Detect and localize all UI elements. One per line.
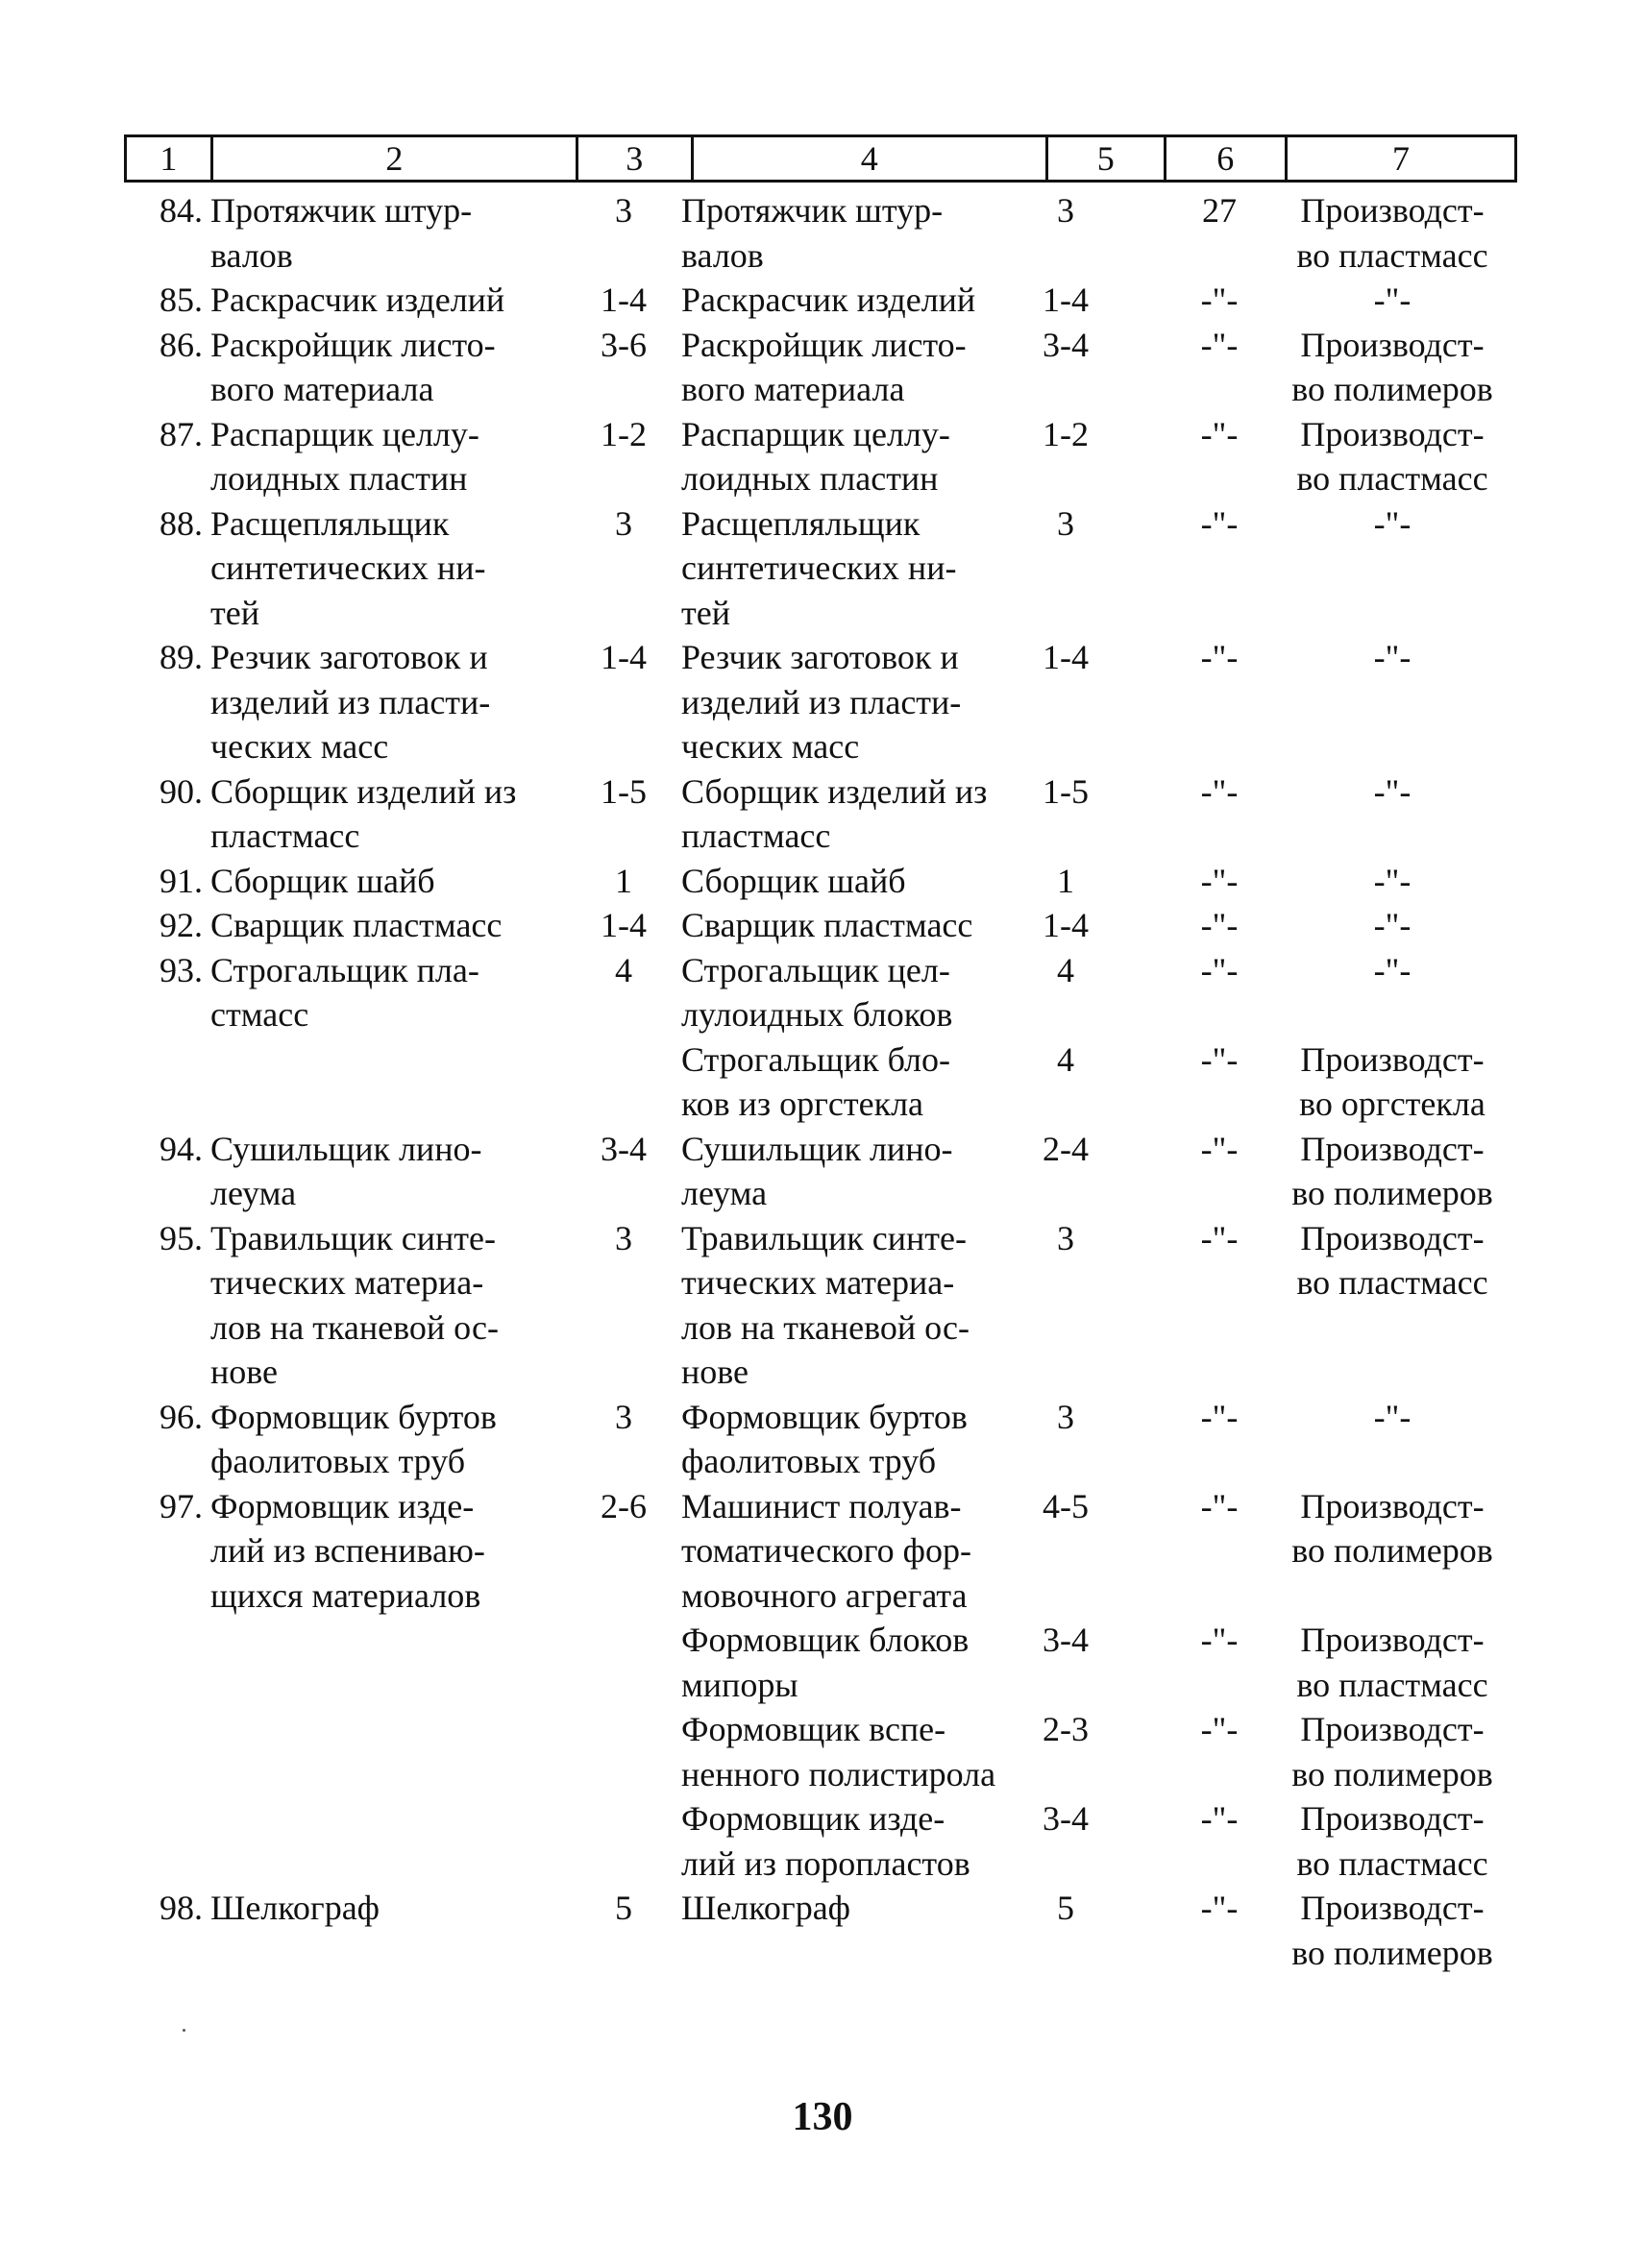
row-number: 90. [160,771,203,811]
table-row [124,1618,1517,1707]
equivalent-profession-name: Формовщик вспе- ненного полистирола [681,1710,996,1793]
header-col-1: 1 [127,137,213,180]
equivalent-profession-name: Строгальщик цел- лулоидных блоков [681,950,953,1034]
production-type: Производст- во полимеров [1291,325,1493,408]
equivalent-grade-range: 4 [1057,1039,1074,1079]
column-6-value: -"- [1200,906,1239,944]
column-6-value: -"- [1200,771,1239,811]
column-6-value: -"- [1200,1129,1239,1168]
table-row [124,323,1517,412]
profession-name: Раскрасчик изделий [210,280,505,319]
row-number: 88. [160,503,203,543]
production-type: Производст- во пластмасс [1296,1621,1488,1704]
equivalent-grade-range: 1-4 [1043,638,1089,676]
column-6-value: -"- [1200,1621,1239,1659]
table-row [124,1707,1517,1796]
equivalent-profession-name: Формовщик блоков мипоры [681,1621,970,1704]
row-number: 93. [160,950,203,989]
profession-name: Протяжчик штур- валов [210,191,473,275]
equivalent-grade-range: 3 [1057,1218,1074,1257]
grade-range: 2-6 [601,1486,647,1525]
row-number: 96. [160,1397,203,1436]
column-6-value: -"- [1200,638,1239,676]
production-type: -"- [1373,1397,1412,1436]
grade-range: 1-2 [601,414,647,453]
row-number: 86. [160,325,203,364]
column-6-value: -"- [1200,1799,1239,1838]
grade-range: 1-4 [601,906,647,944]
equivalent-profession-name: Сборщик шайб [681,861,906,900]
equivalent-grade-range: 3-4 [1043,1799,1089,1838]
table-row [124,859,1517,904]
column-6-value: -"- [1200,950,1239,989]
production-type: -"- [1373,638,1412,676]
production-type: -"- [1373,950,1412,989]
column-6-value: -"- [1200,1710,1239,1748]
column-6-value: -"- [1200,1218,1239,1257]
equivalent-grade-range: 1-2 [1043,414,1089,453]
grade-range: 1-4 [601,280,647,319]
equivalent-profession-name: Машинист полуав- томатического фор- мовочного агрегата [681,1486,971,1615]
production-type: -"- [1373,771,1412,811]
column-6-value: -"- [1200,1397,1239,1436]
equivalent-profession-name: Распарщик целлу- лоидных пластин [681,414,950,498]
production-type: Производст- во полимеров [1291,1889,1493,1972]
production-type: Производст- во оргстекла [1299,1039,1485,1123]
table-row [124,1395,1517,1484]
equivalent-grade-range: 3-4 [1043,325,1089,364]
table-row [124,412,1517,501]
profession-name: Строгальщик пла- стмасс [210,950,479,1034]
equivalent-grade-range: 1 [1057,861,1074,900]
equivalent-grade-range: 4-5 [1043,1486,1089,1525]
profession-name: Распарщик целлу- лоидных пластин [210,414,479,498]
grade-range: 3 [615,1397,632,1436]
row-number: 95. [160,1218,203,1257]
row-number: 87. [160,414,203,453]
production-type: Производст- во полимеров [1291,1710,1493,1793]
header-col-3: 3 [578,137,694,180]
profession-name: Сборщик шайб [210,861,435,900]
profession-name: Сушильщик лино- леума [210,1129,482,1212]
equivalent-grade-range: 1-4 [1043,280,1089,319]
equivalent-profession-name: Раскройщик листо- вого материала [681,325,967,408]
equivalent-profession-name: Сушильщик лино- леума [681,1129,953,1212]
grade-range: 3 [615,191,632,230]
equivalent-profession-name: Строгальщик бло- ков из оргстекла [681,1039,951,1123]
profession-name: Формовщик изде- лий из вспениваю- щихся материалов [210,1486,485,1615]
equivalent-grade-range: 3 [1057,191,1074,230]
production-type: Производст- во пластмасс [1296,414,1488,498]
row-number: 91. [160,861,203,900]
production-type: -"- [1373,906,1412,944]
grade-range: 3 [615,503,632,543]
equivalent-profession-name: Формовщик буртов фаолитовых труб [681,1397,968,1480]
scan-speck [183,2029,185,2032]
row-number: 98. [160,1889,203,1927]
table-row [124,1127,1517,1216]
grade-range: 5 [615,1889,632,1927]
row-number: 94. [160,1129,203,1168]
column-6-value: -"- [1200,1039,1239,1079]
equivalent-profession-name: Формовщик изде- лий из поропластов [681,1799,970,1883]
profession-name: Формовщик буртов фаолитовых труб [210,1397,497,1480]
row-number: 92. [160,906,203,944]
production-type: Производст- во полимеров [1291,1129,1493,1212]
header-col-7: 7 [1392,139,1410,178]
header-col-4: 4 [694,137,1048,180]
column-6-value: -"- [1200,414,1239,453]
production-type: Производст- во полимеров [1291,1486,1493,1570]
column-6-value: 27 [1202,191,1237,230]
header-col-2: 2 [213,137,578,180]
table-row [124,1216,1517,1395]
table-header-row [124,134,1517,183]
equivalent-grade-range: 5 [1057,1889,1074,1927]
equivalent-grade-range: 1-4 [1043,906,1089,944]
header-col-6: 6 [1166,137,1288,180]
grade-range: 3-6 [601,325,647,364]
table-row [124,1886,1517,1975]
grade-range: 1-4 [601,638,647,676]
grade-range: 3-4 [601,1129,647,1168]
grade-range: 4 [615,950,632,989]
row-number: 85. [160,280,203,319]
grade-range: 1 [615,861,632,900]
grade-range: 3 [615,1218,632,1257]
production-type: Производст- во пластмасс [1296,1218,1488,1302]
table-row [124,501,1517,636]
profession-name: Расщепляльщик синтетических ни- тей [210,503,486,632]
header-col-5: 5 [1048,137,1166,180]
equivalent-profession-name: Расщепляльщик синтетических ни- тей [681,503,957,632]
column-6-value: -"- [1200,1486,1239,1525]
production-type: -"- [1373,280,1412,319]
table-row [124,1796,1517,1886]
column-6-value: -"- [1200,861,1239,900]
profession-name: Травильщик синте- тических материа- лов на тканевой ос- нове [210,1218,499,1391]
profession-name: Сборщик изделий из пластмасс [210,771,517,855]
equivalent-grade-range: 1-5 [1043,771,1089,811]
column-6-value: -"- [1200,280,1239,319]
row-number: 97. [160,1486,203,1525]
table-row [124,948,1517,1037]
equivalent-profession-name: Травильщик синте- тических материа- лов на тканевой ос- нове [681,1218,970,1391]
column-6-value: -"- [1200,503,1239,543]
equivalent-grade-range: 3 [1057,503,1074,543]
table-row [124,1484,1517,1619]
grade-range: 1-5 [601,771,647,811]
profession-name: Раскройщик листо- вого материала [210,325,496,408]
equivalent-grade-range: 2-3 [1043,1710,1089,1748]
column-6-value: -"- [1200,1889,1239,1927]
table-row [124,635,1517,769]
production-type: -"- [1373,503,1412,543]
table-row [124,1037,1517,1127]
page-number: 130 [792,2095,853,2139]
column-6-value: -"- [1200,325,1239,364]
equivalent-grade-range: 3 [1057,1397,1074,1436]
production-type: Производст- во пластмасс [1296,1799,1488,1883]
equivalent-profession-name: Сварщик пластмасс [681,906,973,944]
row-number: 84. [160,191,203,230]
profession-name: Сварщик пластмасс [210,906,503,944]
equivalent-grade-range: 4 [1057,950,1074,989]
equivalent-grade-range: 3-4 [1043,1621,1089,1659]
equivalent-profession-name: Резчик заготовок и изделий из пласти- ческих масс [681,638,962,766]
equivalent-profession-name: Сборщик изделий из пластмасс [681,771,988,855]
row-number: 89. [160,638,203,676]
profession-table [124,188,1517,1975]
table-row [124,278,1517,323]
equivalent-profession-name: Протяжчик штур- валов [681,191,944,275]
equivalent-grade-range: 2-4 [1043,1129,1089,1168]
production-type: -"- [1373,861,1412,900]
production-type: Производст- во пластмасс [1296,191,1488,275]
table-row [124,769,1517,859]
equivalent-profession-name: Шелкограф [681,1889,850,1927]
equivalent-profession-name: Раскрасчик изделий [681,280,976,319]
profession-name: Шелкограф [210,1889,380,1927]
profession-name: Резчик заготовок и изделий из пласти- ческих масс [210,638,491,766]
table-row [124,903,1517,948]
table-row [124,188,1517,278]
